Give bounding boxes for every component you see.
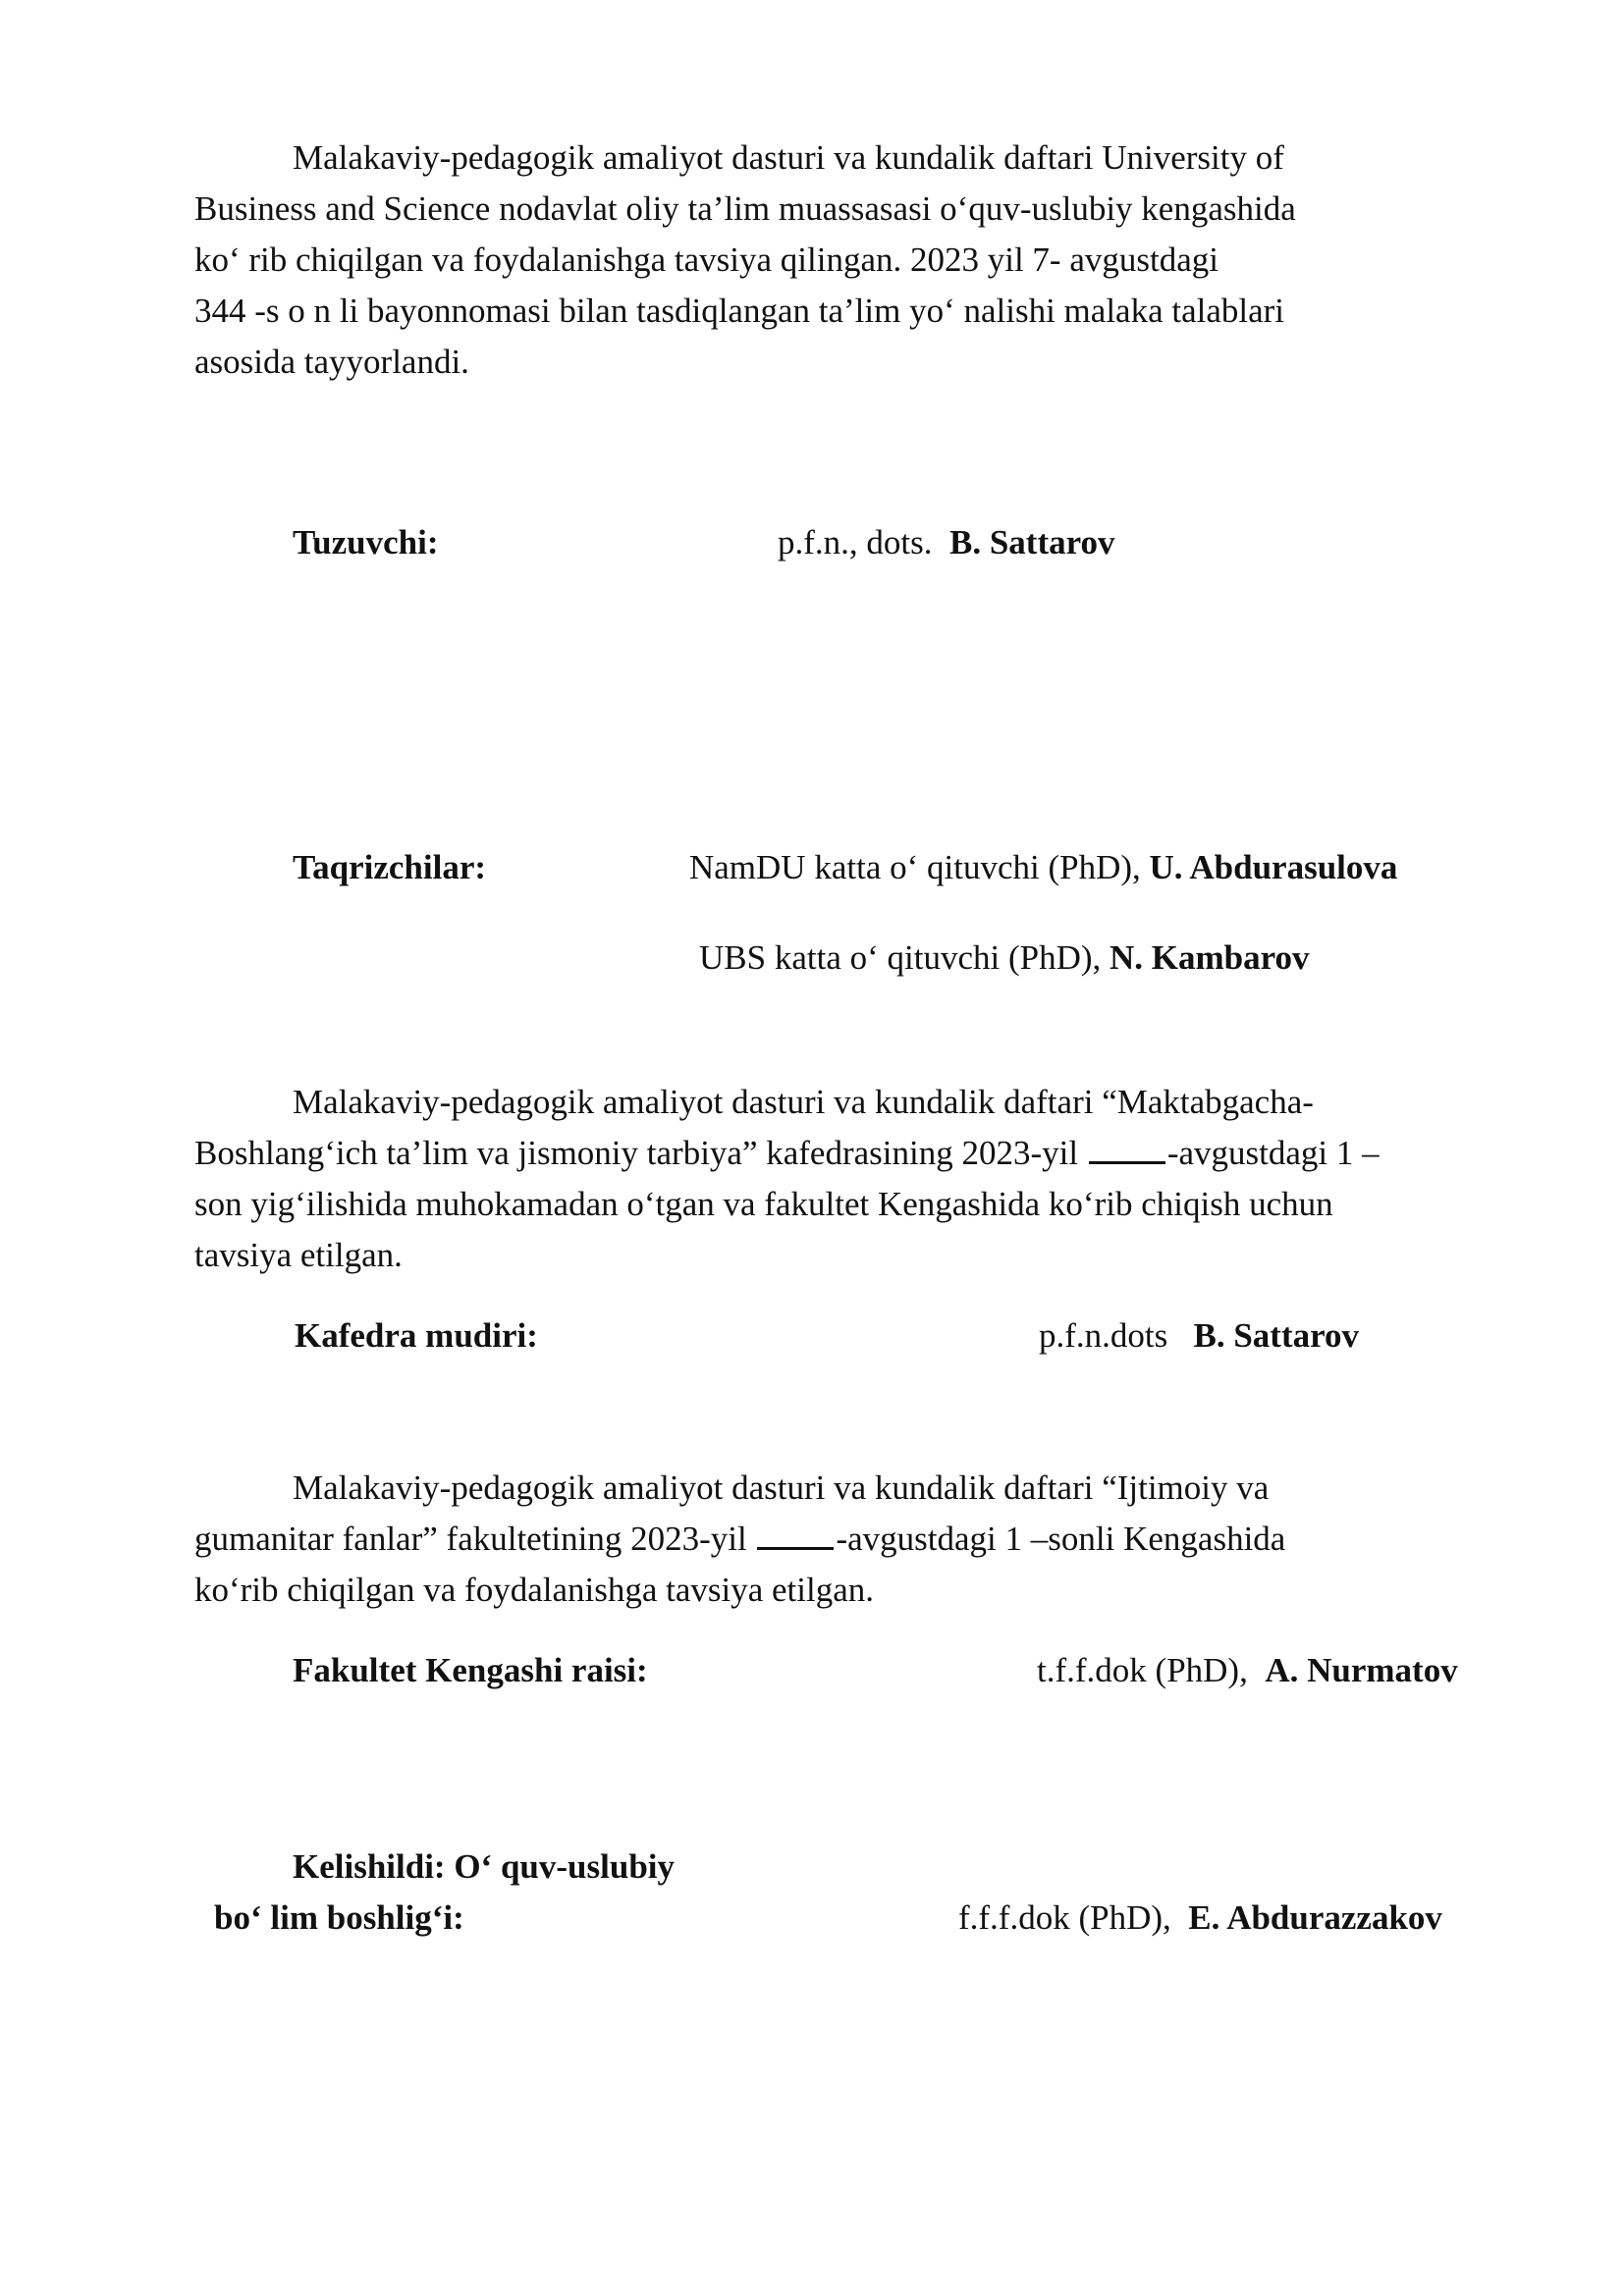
faculty-paragraph (194, 1463, 1530, 1616)
faculty-line: Malakaviy-pedagogik amaliyot dasturi va kundalik daftari “Ijtimoiy va (293, 1468, 1270, 1507)
department-paragraph (194, 1077, 1530, 1281)
intro-line: Malakaviy-pedagogik amaliyot dasturi va kundalik daftari University of (293, 138, 1284, 177)
reviewer-title: UBS katta o‘ qituvchi (PhD), (699, 938, 1102, 977)
agreed-label: Kelishildi: O‘ quv-uslubiy (293, 1847, 676, 1886)
intro-line: 344 -s o n li bayonnomasi bilan tasdiqlangan ta’lim yo‘ nalishi malaka talablari (194, 292, 1285, 330)
intro-line: asosida tayyorlandi. (194, 343, 469, 381)
department-line-text: Boshlang‘ich ta’lim va jismoniy tarbiya” kafedrasining 2023-yil (194, 1134, 1087, 1172)
reviewer-title: NamDU katta o‘ qituvchi (PhD), (689, 848, 1141, 886)
agreed-label: bo‘ lim boshlig‘i: (214, 1898, 464, 1937)
department-line: tavsiya etilgan. (194, 1236, 403, 1274)
date-blank (757, 1518, 834, 1550)
department-line-text: -avgustdagi 1 – (1166, 1134, 1380, 1172)
compiler-label: Tuzuvchi: (293, 523, 439, 561)
faculty-line-text: gumanitar fanlar” fakultetining 2023-yil (194, 1520, 756, 1558)
faculty-chair-title: t.f.f.dok (PhD), (1037, 1651, 1248, 1689)
intro-line: ko‘ rib chiqilgan va foydalanishga tavsiya qilingan. 2023 yil 7- avgustdagi (194, 240, 1218, 279)
faculty-line-text: -avgustdagi 1 –sonli Kengashida (836, 1520, 1286, 1558)
department-line: Malakaviy-pedagogik amaliyot dasturi va kundalik daftari “Maktabgacha- (293, 1083, 1314, 1121)
faculty-chair-name: A. Nurmatov (1265, 1651, 1458, 1689)
department-line: son yig‘ilishida muhokamadan o‘tgan va fakultet Kengashida ko‘rib chiqish uchun (194, 1185, 1333, 1223)
faculty-chair-signature (1037, 1645, 1458, 1696)
agreed-title: f.f.f.dok (PhD), (958, 1898, 1171, 1937)
faculty-chair-label: Fakultet Kengashi raisi: (293, 1651, 648, 1689)
intro-paragraph (194, 133, 1530, 388)
faculty-line: ko‘rib chiqilgan va foydalanishga tavsiya etilgan. (194, 1571, 875, 1609)
reviewer-name: N. Kambarov (1110, 938, 1310, 977)
department-head-label: Kafedra mudiri: (295, 1316, 538, 1355)
reviewer-entry (699, 933, 1310, 984)
department-line (194, 1128, 1530, 1179)
compiler-name: B. Sattarov (949, 523, 1115, 561)
agreed-signature (958, 1893, 1442, 1944)
reviewers-label: Taqrizchilar: (293, 848, 487, 886)
department-head-title: p.f.n.dots (1039, 1316, 1168, 1355)
intro-line: Business and Science nodavlat oliy ta’lim muassasasi o‘quv-uslubiy kengashida (194, 189, 1296, 228)
department-head-signature (1039, 1310, 1359, 1362)
agreed-name: E. Abdurazzakov (1188, 1898, 1442, 1937)
reviewer-entry (689, 842, 1397, 893)
department-head-name: B. Sattarov (1193, 1316, 1360, 1355)
faculty-line (194, 1514, 1530, 1565)
date-blank (1089, 1132, 1165, 1164)
compiler-title: p.f.n., dots. (778, 523, 933, 561)
reviewer-name: U. Abdurasulova (1149, 848, 1398, 886)
compiler-signature (778, 517, 1115, 568)
